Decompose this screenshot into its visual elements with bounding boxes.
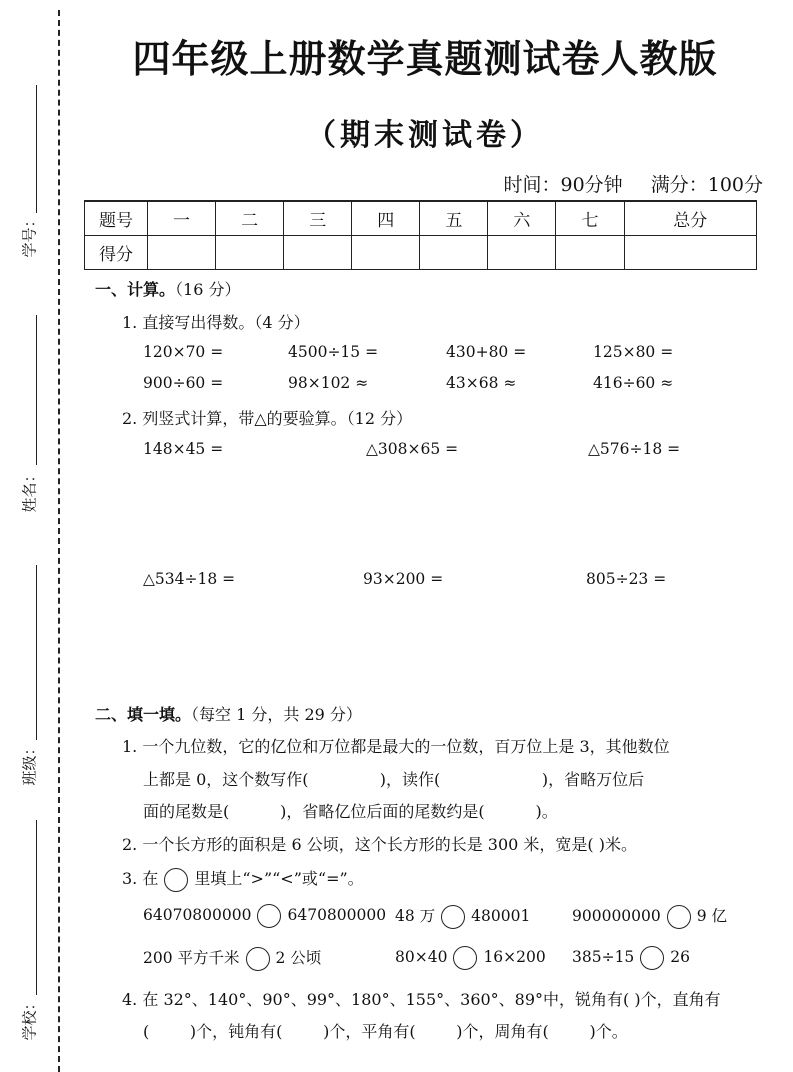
name-line[interactable] [36, 315, 37, 465]
school-label: 学校： [20, 995, 39, 1041]
score-table-header-row [85, 201, 757, 236]
compare-item [572, 904, 727, 929]
score-header-cell: 四 [352, 201, 420, 236]
compare-right: 6470800000 [287, 906, 387, 924]
class-label: 班级： [20, 740, 39, 786]
score-header-cell: 三 [284, 201, 352, 236]
school-line[interactable] [36, 820, 37, 995]
compare-circle[interactable] [640, 946, 664, 970]
section2-heading [95, 702, 362, 725]
section2-title: 二、填一填。 [95, 705, 192, 724]
compare-item [395, 904, 530, 929]
compare-item [143, 904, 386, 928]
calc-item: 900÷60 = [143, 374, 224, 392]
section2-q4-line2: ( )个，钝角有( )个，平角有( )个，周角有( )个。 [143, 1022, 628, 1041]
section1-heading [95, 277, 240, 300]
vertical-calc-item: 93×200 = [363, 570, 444, 588]
score-input-cell[interactable] [488, 236, 556, 270]
score-header-cell: 题号 [85, 201, 148, 236]
compare-right: 16×200 [483, 948, 546, 966]
compare-left: 48 万 [395, 907, 436, 925]
calc-item: 120×70 = [143, 343, 224, 361]
binding-dashed-line [58, 10, 60, 1072]
score-input-cell[interactable] [216, 236, 284, 270]
compare-circle[interactable] [257, 904, 281, 928]
score-input-cell[interactable] [624, 236, 756, 270]
section1-title: 一、计算。 [95, 280, 176, 299]
compare-left: 80×40 [395, 948, 448, 966]
compare-item [572, 946, 690, 970]
section1-q2: 2. 列竖式计算，带△的要验算。（12 分） [122, 409, 413, 428]
calc-item: 416÷60 ≈ [593, 374, 674, 392]
name-label: 姓名： [20, 467, 39, 513]
vertical-calc-item: 148×45 = [143, 440, 224, 458]
score-header-cell: 总分 [624, 201, 756, 236]
compare-circle[interactable] [441, 905, 465, 929]
compare-circle[interactable] [246, 947, 270, 971]
student-id-label: 学号： [20, 212, 39, 258]
full-score: 满分：100分 [650, 174, 763, 196]
compare-right: 26 [670, 948, 691, 966]
compare-right: 9 亿 [696, 907, 728, 925]
compare-left: 385÷15 [572, 948, 635, 966]
compare-item [395, 946, 546, 970]
score-header-cell: 七 [556, 201, 624, 236]
compare-circle[interactable] [453, 946, 477, 970]
section2-q1-line2: 上都是 0，这个数写作( )，读作( )，省略万位后 [143, 770, 645, 789]
calc-item: 43×68 ≈ [446, 374, 517, 392]
section2-q1-line1: 1. 一个九位数，它的亿位和万位都是最大的一位数，百万位上是 3，其他数位 [122, 737, 670, 756]
score-header-cell: 一 [148, 201, 216, 236]
score-input-cell[interactable] [556, 236, 624, 270]
score-input-cell[interactable] [148, 236, 216, 270]
score-input-cell[interactable] [284, 236, 352, 270]
calc-item: 98×102 ≈ [288, 374, 369, 392]
exam-meta [482, 170, 764, 197]
calc-item: 4500÷15 = [288, 343, 379, 361]
score-row-label: 得分 [85, 236, 148, 270]
circle-icon [164, 868, 188, 892]
compare-item [143, 946, 321, 971]
score-input-cell[interactable] [420, 236, 488, 270]
section2-q2: 2. 一个长方形的面积是 6 公顷，这个长方形的长是 300 米，宽是( )米。 [122, 835, 637, 854]
section2-points: （每空 1 分，共 29 分） [191, 705, 362, 724]
student-id-line[interactable] [36, 85, 37, 213]
score-input-cell[interactable] [352, 236, 420, 270]
score-table [84, 200, 757, 270]
score-header-cell: 五 [420, 201, 488, 236]
vertical-calc-item: 805÷23 = [586, 570, 667, 588]
q3-prefix: 3. 在 [122, 869, 159, 888]
class-line[interactable] [36, 565, 37, 740]
section1-points: （16 分） [175, 280, 241, 299]
calc-item: 430+80 = [446, 343, 527, 361]
compare-right: 2 公顷 [275, 949, 322, 967]
vertical-calc-item: △576÷18 = [588, 440, 681, 458]
page-subtitle: （期末测试卷） [306, 118, 544, 153]
score-table-score-row [85, 236, 757, 270]
section2-q3-prompt [122, 866, 364, 892]
calc-item: 125×80 = [593, 343, 674, 361]
compare-left: 64070800000 [143, 906, 252, 924]
page-title: 四年级上册数学真题测试卷人教版 [132, 37, 718, 81]
section1-q1: 1. 直接写出得数。（4 分） [122, 313, 310, 332]
vertical-calc-item: △534÷18 = [143, 570, 236, 588]
time-limit: 时间：90分钟 [503, 174, 623, 196]
score-header-cell: 六 [488, 201, 556, 236]
compare-circle[interactable] [667, 905, 691, 929]
compare-left: 200 平方千米 [143, 949, 240, 967]
section2-q4-line1: 4. 在 32°、140°、90°、99°、180°、155°、360°、89°中，锐角有( )个，直角有 [122, 990, 721, 1009]
compare-right: 480001 [471, 907, 531, 925]
compare-left: 900000000 [572, 907, 661, 925]
vertical-calc-item: △308×65 = [366, 440, 459, 458]
score-header-cell: 二 [216, 201, 284, 236]
section2-q1-line3: 面的尾数是( )，省略亿位后面的尾数约是( )。 [143, 802, 558, 821]
q3-suffix: 里填上“>”“<”或“=”。 [194, 869, 364, 888]
